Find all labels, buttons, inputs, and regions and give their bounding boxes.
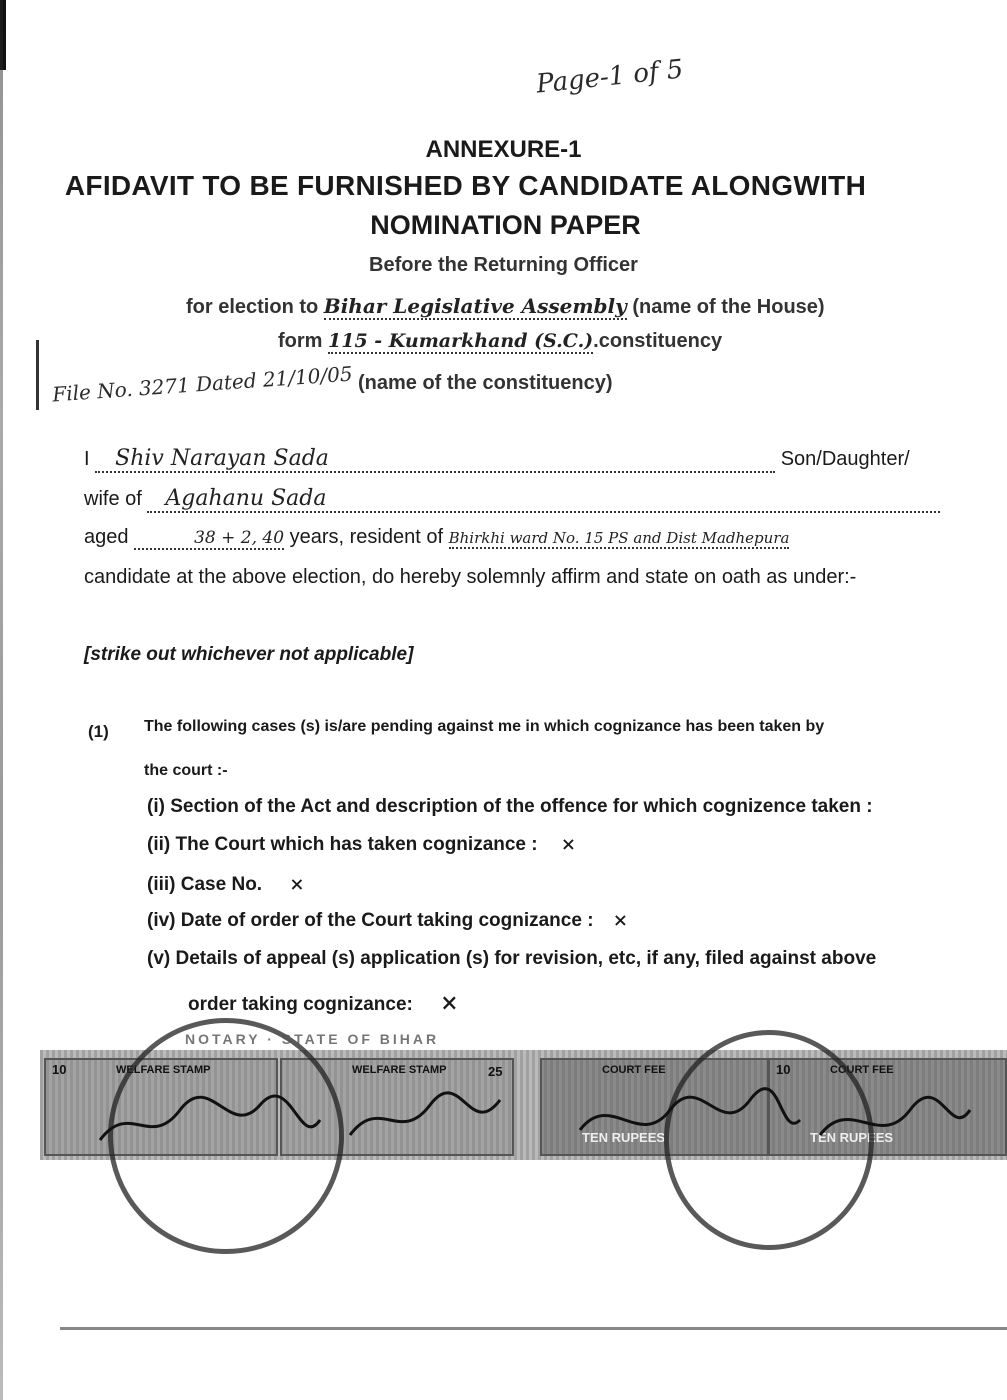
- election-line: [186, 294, 825, 320]
- cross-mark: ×: [289, 874, 305, 895]
- file-number: File No. 3271 Dated 21/10/05: [51, 361, 354, 407]
- strike-note: [strike out whichever not applicable]: [84, 644, 414, 665]
- form-prefix: form: [278, 330, 323, 352]
- item-1-number: (1): [88, 722, 109, 741]
- residence: Bhirkhi ward No. 15 PS and Dist Madhepura: [448, 529, 790, 547]
- item-1-text: The following cases (s) is/are pending against me in which cognizance has been taken by: [144, 718, 825, 735]
- stamp-value: 10: [776, 1062, 791, 1077]
- house-suffix: (name of the House): [632, 296, 825, 318]
- stamp-text: TEN RUPEES: [810, 1130, 894, 1145]
- constituency-value: 115 - Kumarkhand (S.C.): [328, 330, 594, 352]
- aged-line: [84, 526, 789, 550]
- candidate-statement: candidate at the above election, do hereby solemnly affirm and state on oath as under:-: [84, 566, 857, 588]
- cross-mark: ×: [440, 990, 459, 1016]
- election-prefix: for election to: [186, 296, 319, 318]
- sub-item-v-text: order taking cognizance:: [188, 994, 413, 1015]
- cross-mark: ×: [612, 910, 628, 931]
- parent-name: Agahanu Sada: [147, 486, 940, 513]
- stamp-value: 25: [488, 1064, 503, 1079]
- i-label: I: [84, 448, 90, 470]
- sub-item-iv-text: (iv) Date of order of the Court taking cognizance :: [147, 910, 594, 931]
- stamp-label: WELFARE STAMP: [116, 1064, 211, 1076]
- aged-label: aged: [84, 526, 129, 548]
- wife-of-label: wife of: [84, 488, 142, 510]
- constituency-suffix: .constituency: [593, 330, 723, 352]
- signatures: [60, 1080, 1000, 1170]
- margin-mark: [36, 340, 39, 410]
- form-line: [278, 330, 722, 354]
- stamp-value: 10: [52, 1062, 67, 1077]
- stamp-text: TEN RUPEES: [582, 1130, 666, 1145]
- sub-item-v: (v) Details of appeal (s) application (s) for revision, etc, if any, filed against above: [147, 948, 877, 969]
- years-resident-label: years, resident of: [289, 526, 444, 548]
- wife-line: [84, 486, 940, 513]
- sub-item-iii-text: (iii) Case No.: [147, 874, 263, 895]
- sub-item-iv: [147, 910, 628, 932]
- sub-item-ii-text: (ii) The Court which has taken cognizance :: [147, 834, 538, 855]
- constituency-caption: (name of the constituency): [358, 372, 613, 394]
- stamp-label: WELFARE STAMP: [352, 1064, 447, 1076]
- title-line-2: NOMINATION PAPER: [370, 210, 641, 240]
- son-daughter-label: Son/Daughter/: [780, 448, 910, 470]
- cross-mark: ×: [560, 834, 576, 855]
- seal-text: NOTARY · STATE OF BIHAR: [185, 1031, 440, 1047]
- name-line: [84, 446, 910, 473]
- sub-item-i: (i) Section of the Act and description of the offence for which cognizence taken :: [147, 796, 873, 817]
- sub-item-iii: [147, 874, 304, 896]
- before-returning-officer: Before the Returning Officer: [369, 254, 638, 276]
- sub-item-ii: [147, 834, 576, 856]
- stamp-label: COURT FEE: [602, 1064, 666, 1076]
- stamp-label: COURT FEE: [830, 1064, 894, 1076]
- item-1-text-b: the court :-: [144, 762, 228, 779]
- age-value: 38 + 2, 40: [134, 528, 284, 550]
- title-line-1: AFIDAVIT TO BE FURNISHED BY CANDIDATE ALONGWITH: [64, 170, 867, 201]
- page-note: Page-1 of 5: [534, 54, 685, 100]
- sub-item-v-continued: [188, 990, 459, 1016]
- bottom-fold-line: [60, 1327, 1007, 1330]
- annexure-heading: ANNEXURE-1: [425, 136, 582, 163]
- candidate-name: Shiv Narayan Sada: [95, 446, 775, 473]
- house-name: Bihar Legislative Assembly: [323, 294, 627, 318]
